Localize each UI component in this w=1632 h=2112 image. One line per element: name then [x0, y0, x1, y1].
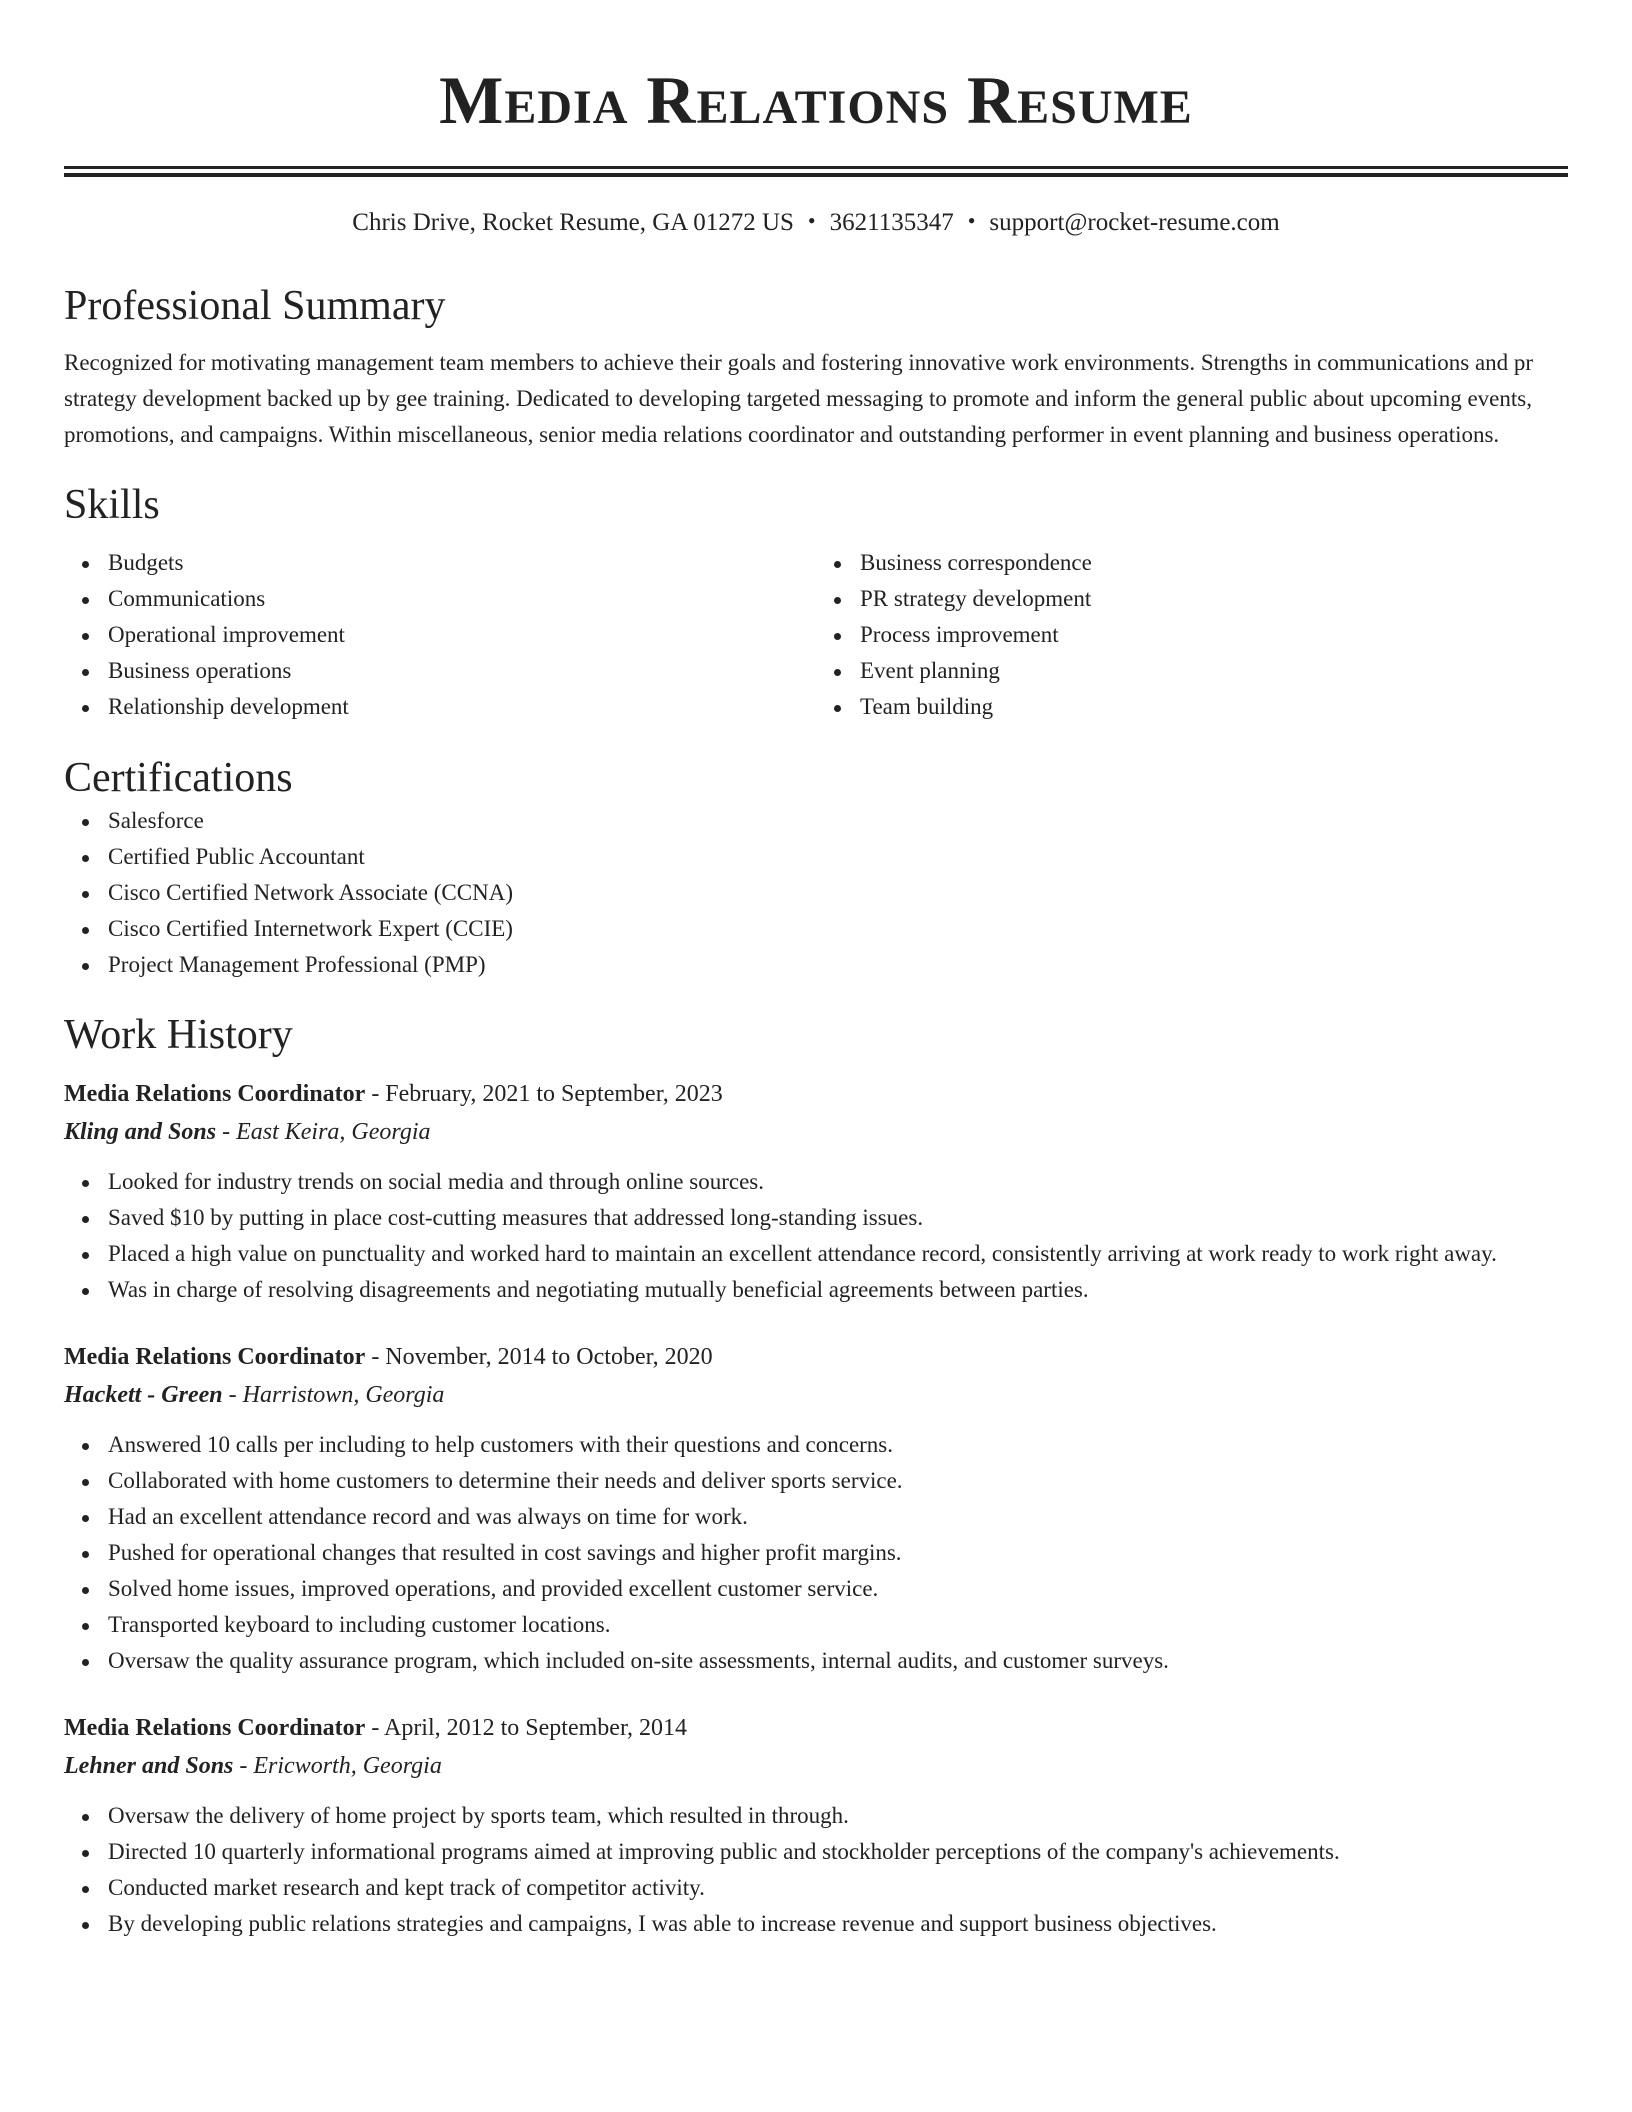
skill-item: Operational improvement [108, 617, 816, 653]
skill-item: Budgets [108, 545, 816, 581]
job-bullet: By developing public relations strategies and campaigns, I was able to increase revenue and support business objectives. [108, 1906, 1568, 1942]
skill-item: Communications [108, 581, 816, 617]
job-bullet: Oversaw the quality assurance program, which included on-site assessments, internal audits, and customer surveys. [108, 1643, 1568, 1679]
job-location: - East Keira, Georgia [216, 1118, 431, 1145]
job-location: - Ericworth, Georgia [233, 1752, 442, 1779]
certification-item: Salesforce [108, 803, 1568, 839]
job-bullet: Conducted market research and kept track of competitor activity. [108, 1870, 1568, 1906]
job-dates: - November, 2014 to October, 2020 [365, 1343, 713, 1370]
certification-item: Cisco Certified Network Associate (CCNA) [108, 875, 1568, 911]
job-bullet: Looked for industry trends on social media and through online sources. [108, 1164, 1568, 1200]
contact-address: Chris Drive, Rocket Resume, GA 01272 US [352, 209, 794, 236]
job-company: Kling and Sons [64, 1118, 217, 1145]
job-bullet: Collaborated with home customers to determine their needs and deliver sports service. [108, 1463, 1568, 1499]
job-entry [64, 1709, 1568, 1942]
job-company: Hackett - Green [64, 1381, 223, 1408]
work-history-heading: Work History [64, 1012, 293, 1059]
certification-item: Cisco Certified Internetwork Expert (CCIE) [108, 911, 1568, 947]
skills-list-right [816, 545, 1568, 725]
certification-item: Certified Public Accountant [108, 839, 1568, 875]
certification-item: Project Management Professional (PMP) [108, 947, 1568, 983]
skills-grid [64, 545, 1568, 725]
skills-heading: Skills [64, 482, 160, 529]
resume-title: Media Relations Resume [439, 62, 1193, 138]
job-bullets [64, 1164, 1568, 1308]
contact-email: support@rocket-resume.com [989, 209, 1280, 236]
title-divider [64, 166, 1568, 177]
skill-item: Event planning [860, 653, 1568, 689]
summary-text: Recognized for motivating management team members to achieve their goals and fostering innovative work environments. Strengths in communications and pr strategy development backed up by gee training. Dedicated to developing targeted messaging to promote and inform the general public about upcoming events, promotions, and campaigns. Within miscellaneous, senior media relations coordinator and outstanding performer in event planning and business operations. [64, 350, 1534, 448]
job-bullet: Answered 10 calls per including to help customers with their questions and concerns. [108, 1427, 1568, 1463]
job-company: Lehner and Sons [64, 1752, 234, 1779]
job-company-line [64, 1113, 1568, 1151]
job-dates: - February, 2021 to September, 2023 [365, 1080, 723, 1107]
job-title-line [64, 1338, 1568, 1376]
contact-line [64, 208, 1568, 238]
job-dates: - April, 2012 to September, 2014 [365, 1714, 687, 1741]
job-bullet: Saved $10 by putting in place cost-cutting measures that addressed long-standing issues. [108, 1200, 1568, 1236]
contact-separator: • [967, 208, 976, 233]
skill-item: PR strategy development [860, 581, 1568, 617]
skill-item: Process improvement [860, 617, 1568, 653]
job-title: Media Relations Coordinator [64, 1343, 366, 1370]
skill-item: Business operations [108, 653, 816, 689]
job-title-line [64, 1709, 1568, 1747]
job-title: Media Relations Coordinator [64, 1714, 366, 1741]
certifications-heading: Certifications [64, 754, 293, 801]
contact-separator: • [807, 208, 816, 233]
job-entry [64, 1075, 1568, 1308]
job-title-line [64, 1075, 1568, 1113]
skill-item: Team building [860, 689, 1568, 725]
certifications-list [64, 803, 1568, 983]
job-bullets [64, 1427, 1568, 1679]
skill-item: Business correspondence [860, 545, 1568, 581]
job-location: - Harristown, Georgia [222, 1381, 445, 1408]
job-bullet: Directed 10 quarterly informational programs aimed at improving public and stockholder perceptions of the company's achievements. [108, 1834, 1568, 1870]
job-bullet: Had an excellent attendance record and was always on time for work. [108, 1499, 1568, 1535]
job-bullets [64, 1798, 1568, 1942]
skills-list-left [64, 545, 816, 725]
job-bullet: Was in charge of resolving disagreements and negotiating mutually beneficial agreements between parties. [108, 1272, 1568, 1308]
job-company-line [64, 1376, 1568, 1414]
job-title: Media Relations Coordinator [64, 1080, 366, 1107]
job-bullet: Oversaw the delivery of home project by sports team, which resulted in through. [108, 1798, 1568, 1834]
job-bullet: Placed a high value on punctuality and worked hard to maintain an excellent attendance record, consistently arriving at work ready to work right away. [108, 1236, 1568, 1272]
contact-phone: 3621135347 [829, 209, 954, 236]
job-bullet: Pushed for operational changes that resulted in cost savings and higher profit margins. [108, 1535, 1568, 1571]
job-bullet: Solved home issues, improved operations, and provided excellent customer service. [108, 1571, 1568, 1607]
skill-item: Relationship development [108, 689, 816, 725]
job-company-line [64, 1747, 1568, 1785]
summary-heading: Professional Summary [64, 283, 446, 329]
job-entry [64, 1338, 1568, 1679]
job-bullet: Transported keyboard to including customer locations. [108, 1607, 1568, 1643]
